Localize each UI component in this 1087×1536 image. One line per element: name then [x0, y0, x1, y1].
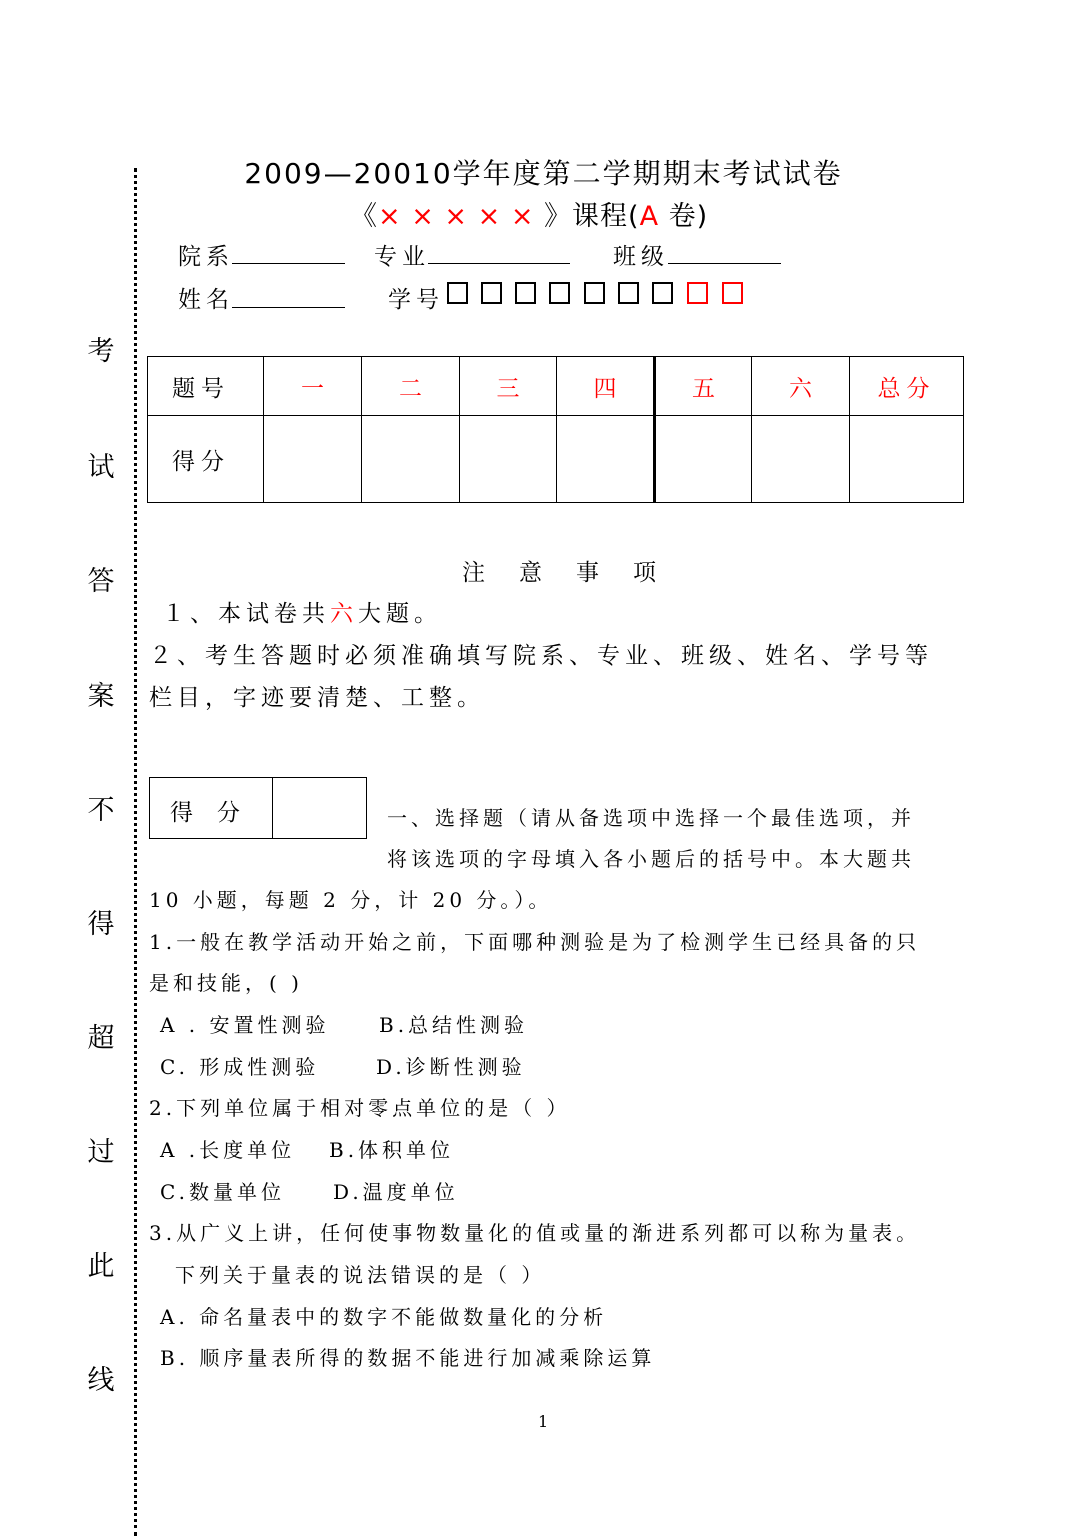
major-field[interactable]: [428, 263, 570, 264]
notice-title: 注意事项: [462, 560, 690, 586]
question-1-stem: 1.一般在教学活动开始之前，下面哪种测验是为了检测学生已经具备的只: [149, 930, 921, 954]
question-1-option-c: C. 形成性测验: [160, 1055, 320, 1079]
column-header: 五: [655, 357, 752, 416]
course-title-open: 《: [350, 201, 378, 232]
paper-variant: A: [639, 201, 660, 232]
binding-dotted-line: [134, 168, 137, 1536]
binding-char: 得: [87, 909, 115, 940]
question-2-stem: 2.下列单位属于相对零点单位的是（ ）: [149, 1096, 571, 1120]
column-header-total: 总分: [850, 357, 964, 416]
column-header: 二: [362, 357, 460, 416]
section-heading-line-2: 将该选项的字母填入各小题后的括号中。本大题共: [387, 847, 915, 871]
score-cell[interactable]: [752, 416, 850, 503]
major-label: 专业: [374, 244, 430, 270]
id-digit-box[interactable]: [687, 282, 708, 304]
notice-item-2-line-2: 栏目，字迹要清楚、工整。: [149, 685, 485, 711]
page-number: 1: [538, 1412, 549, 1431]
score-cell[interactable]: [362, 416, 460, 503]
column-header: 一: [264, 357, 362, 416]
id-digit-box[interactable]: [652, 282, 673, 304]
binding-char: 试: [87, 452, 115, 483]
column-header: 四: [557, 357, 655, 416]
score-cell[interactable]: [655, 416, 752, 503]
binding-char: 答: [87, 566, 115, 597]
binding-char: 不: [87, 795, 115, 826]
question-number-label: 题号: [148, 357, 264, 416]
question-3-option-a: A. 命名量表中的数字不能做数量化的分析: [160, 1305, 608, 1329]
question-2-option-a: A .长度单位: [160, 1138, 296, 1162]
section-score-box: [149, 777, 367, 839]
binding-char: 超: [87, 1023, 115, 1054]
exam-title: 2009—20010学年度第二学期期末考试试卷: [244, 157, 843, 190]
question-1-stem-cont: 是和技能，( ): [149, 971, 303, 995]
score-table-header-row: [148, 357, 964, 416]
course-name-placeholder: × × × × ×: [378, 201, 535, 232]
id-digit-box[interactable]: [722, 282, 743, 304]
score-row-label: 得分: [148, 416, 264, 503]
column-header: 六: [752, 357, 850, 416]
id-digit-box[interactable]: [549, 282, 570, 304]
question-2-option-d: D.温度单位: [333, 1180, 459, 1204]
class-label: 班级: [613, 244, 669, 270]
course-title-close: 卷): [659, 201, 709, 232]
id-digit-box[interactable]: [618, 282, 639, 304]
question-3-option-b: B. 顺序量表所得的数据不能进行加减乘除运算: [160, 1346, 656, 1370]
score-cell[interactable]: [264, 416, 362, 503]
notice-item-1: [162, 595, 442, 628]
score-table: [147, 356, 964, 503]
question-2-option-b: B.体积单位: [329, 1138, 455, 1162]
score-cell[interactable]: [557, 416, 655, 503]
section-score-divider: [272, 778, 273, 838]
question-3-stem: 3.从广义上讲，任何使事物数量化的值或量的渐进系列都可以称为量表。: [149, 1221, 921, 1245]
department-label: 院系: [178, 244, 234, 270]
binding-char: 考: [87, 336, 115, 367]
section-heading-line-1: 一、选择题（请从备选项中选择一个最佳选项，并: [387, 806, 915, 830]
column-header: 三: [460, 357, 557, 416]
notice-item-2-line-1: ２、考生答题时必须准确填写院系、专业、班级、姓名、学号等: [149, 643, 933, 669]
student-id-label: 学号: [388, 287, 444, 313]
question-3-stem-cont: 下列关于量表的说法错误的是（ ）: [175, 1263, 546, 1287]
course-title: [350, 194, 708, 233]
section-heading-line-3: 10 小题，每题 2 分，计 20 分。）。: [149, 888, 553, 912]
section-score-label: 得分: [170, 800, 264, 826]
score-cell-total[interactable]: [850, 416, 964, 503]
question-1-option-a: A . 安置性测验: [160, 1013, 330, 1037]
binding-char: 线: [87, 1365, 115, 1396]
id-digit-box[interactable]: [515, 282, 536, 304]
section-count: 六: [330, 601, 358, 627]
question-2-option-c: C.数量单位: [160, 1180, 285, 1204]
id-digit-box[interactable]: [481, 282, 502, 304]
name-field[interactable]: [232, 307, 345, 308]
class-field[interactable]: [668, 263, 781, 264]
question-1-option-d: D.诊断性测验: [376, 1055, 526, 1079]
name-label: 姓名: [178, 287, 234, 313]
score-table-score-row: [148, 416, 964, 503]
course-title-mid: 》课程(: [534, 201, 640, 232]
binding-char: 过: [87, 1137, 115, 1168]
id-digit-box[interactable]: [584, 282, 605, 304]
binding-char: 此: [87, 1251, 115, 1282]
question-1-option-b: B.总结性测验: [379, 1013, 529, 1037]
binding-char: 案: [87, 681, 115, 712]
notice-item-1-end: 大题。: [358, 601, 442, 627]
notice-item-1-text: １、本试卷共: [162, 601, 330, 627]
id-digit-box[interactable]: [447, 282, 468, 304]
score-cell[interactable]: [460, 416, 557, 503]
department-field[interactable]: [232, 263, 345, 264]
